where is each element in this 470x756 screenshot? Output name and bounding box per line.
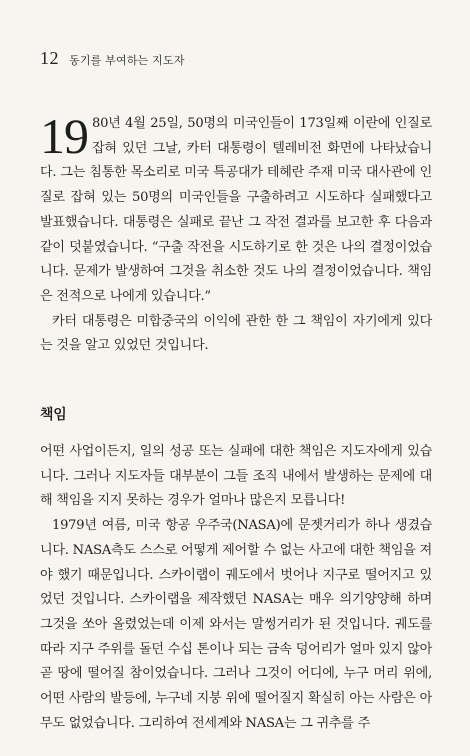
responsibility-paragraph: 어떤 사업이든지, 일의 성공 또는 실패에 대한 책임은 지도자에게 있습니다. 그러나 지도자들 대부분이 그들 조직 내에서 발생하는 문제에 대해 책임을 지지 못하는 경우가 얼마나 많은지 모릅니다! (40, 444, 432, 509)
opening-paragraph (40, 108, 432, 310)
page-number: 12 (40, 48, 59, 68)
opening-paragraph-text: 80년 4월 25일, 50명의 미국인들이 173일째 이란에 인질로 잡혀 있던 그날, 카터 대통령이 텔레비전 화면에 나타났습니다. 그는 침통한 목소리로 미국 특공대가 테헤란 주재 미국 대사관에 인질로 잡혀 있는 50명의 미국인들을 구출하려고 시도하다 실패했다고 발표했습니다. 대통령은 실패로 끝난 그 작전 결과를 보고한 후 다음과 같이 덧붙였습니다. “구출 작전을 시도하기로 한 것은 나의 결정이었습니다. 문제가 발생하여 그것을 취소한 것도 나의 결정이었습니다. 책임은 전적으로 나에게 있습니다.” (40, 116, 432, 304)
nasa-paragraph: 1979년 여름, 미국 항공 우주국(NASA)에 문젯거리가 하나 생겼습니다. NASA측도 스스로 어떻게 제어할 수 없는 사고에 대한 책임을 져야 했기 때문입니다. 스카이랩이 궤도에서 벗어나 지구로 떨어지고 있었던 것입니다. 스카이랩을 제작했던 NASA는 매우 의기양양해 하며 그것을 쏘아 올렸었는데 이제 와서는 말썽거리가 된 것입니다. 궤도를 따라 지구 주위를 돌던 수십 톤이나 되는 금속 덩어리가 얼마 있지 않아 곧 땅에 떨어질 참이었습니다. 그러나 그것이 어디에, 누구 머리 위에, 어떤 사람의 발등에, 누구네 지붕 위에 떨어질지 확실히 아는 사람은 아무도 없었습니다. 그리하여 전세계와 NASA는 그 귀추를 주 (40, 518, 432, 731)
section-title: 책임 (40, 407, 67, 424)
carter-paragraph: 카터 대통령은 미합중국의 이익에 관한 한 그 책임이 자기에게 있다는 것을 알고 있었던 것입니다. (40, 313, 432, 354)
page-body (40, 108, 432, 736)
drop-cap: 19 (40, 108, 88, 164)
running-title: 동기를 부여하는 지도자 (69, 54, 185, 67)
page-header (40, 48, 185, 69)
